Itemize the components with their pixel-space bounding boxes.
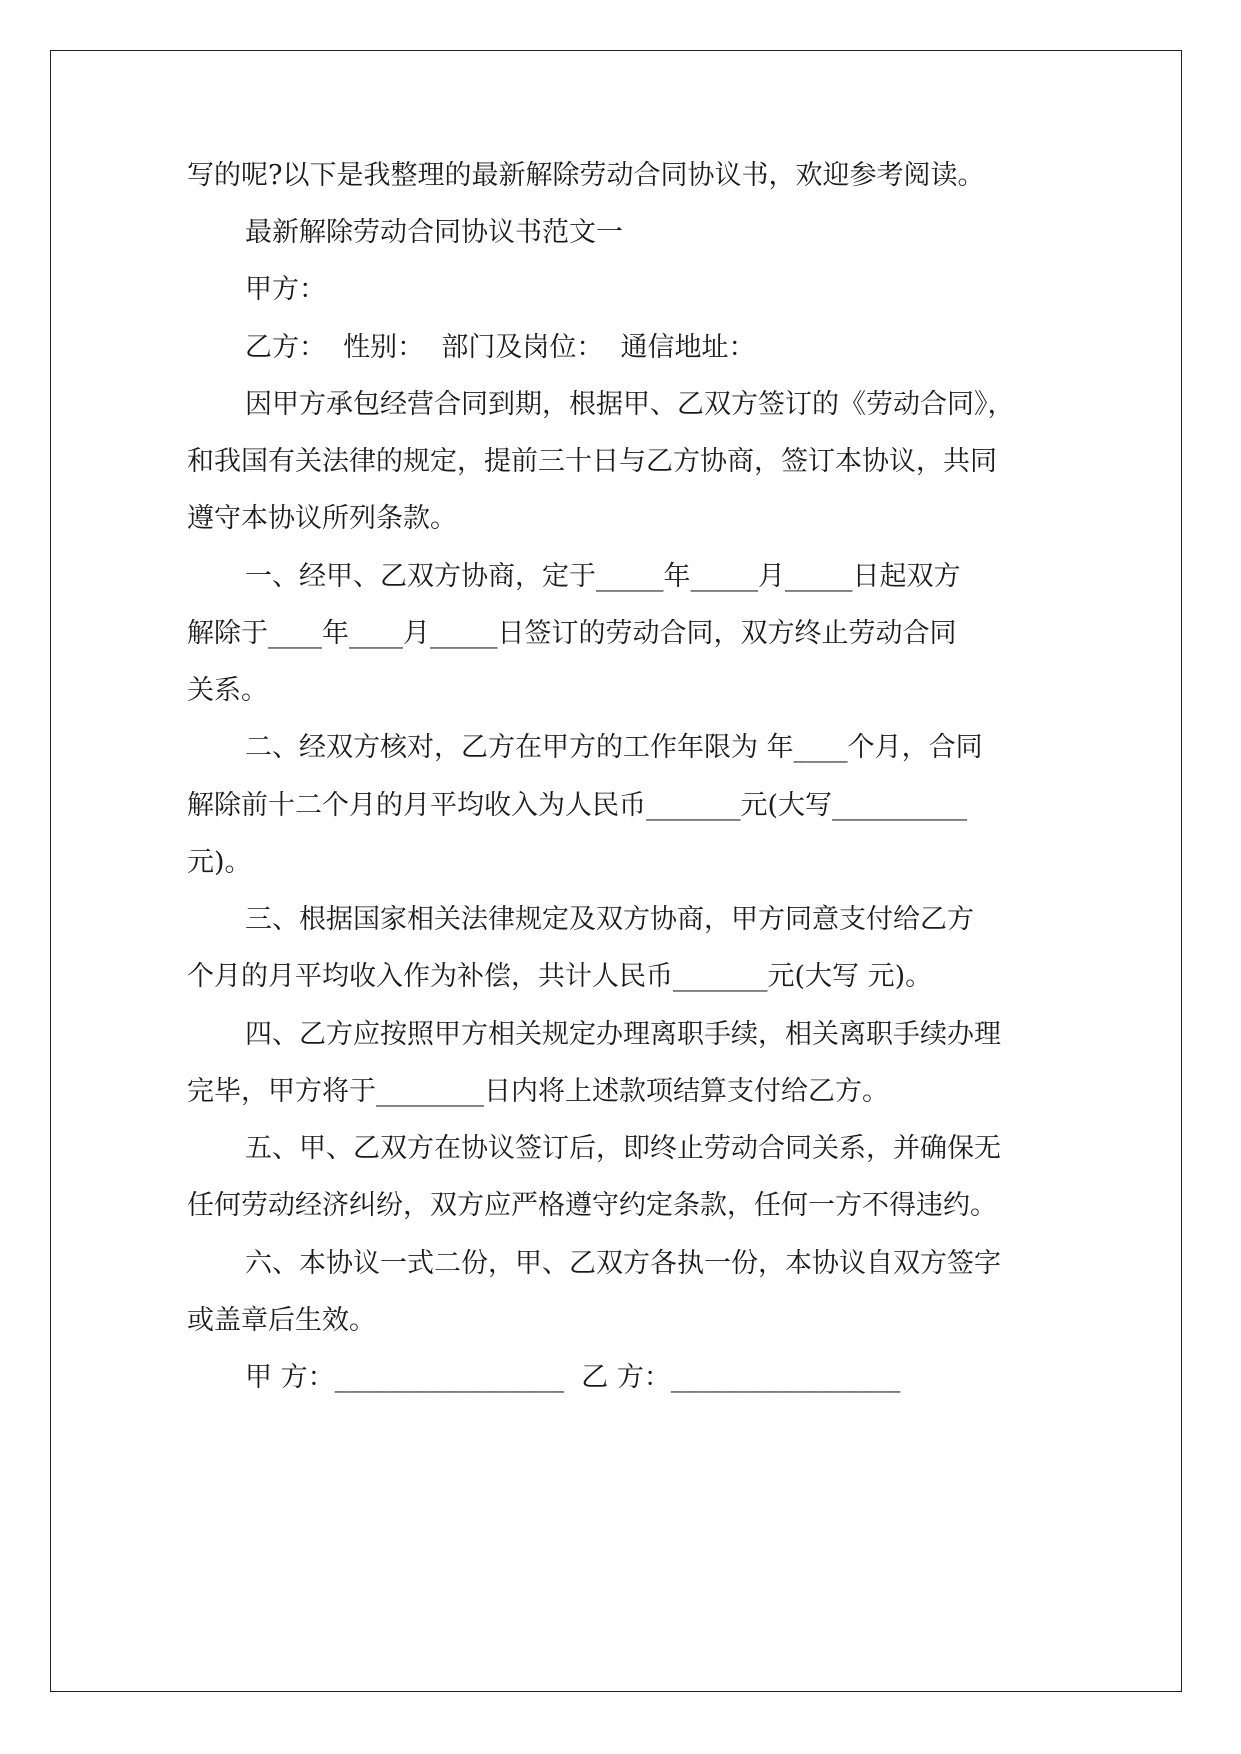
section-title: 最新解除劳动合同协议书范文一 <box>245 217 623 248</box>
clause-4-line-1: 四、乙方应按照甲方相关规定办理离职手续，相关离职手续办理 <box>245 1019 1001 1050</box>
preamble-line-1: 因甲方承包经营合同到期，根据甲、乙双方签订的《劳动合同》， <box>245 389 1015 420</box>
preamble-line-2: 和我国有关法律的规定，提前三十日与乙方协商，签订本协议，共同 <box>187 446 997 477</box>
clause-2-line-1: 二、经双方核对，乙方在甲方的工作年限为 年____个月，合同 <box>245 732 983 763</box>
paragraph-intro-line: 写的呢?以下是我整理的最新解除劳动合同协议书，欢迎参考阅读。 <box>187 160 985 191</box>
preamble-line-3: 遵守本协议所列条款。 <box>187 503 457 534</box>
clause-5-line-1: 五、甲、乙双方在协议签订后，即终止劳动合同关系，并确保无 <box>245 1133 1001 1164</box>
clause-2-line-3: 元)。 <box>187 847 252 878</box>
clause-3-line-1: 三、根据国家相关法律规定及双方协商，甲方同意支付给乙方 <box>245 904 974 935</box>
clause-1-line-1: 一、经甲、乙双方协商，定于_____年_____月_____日起双方 <box>245 561 961 592</box>
clause-3-line-2: 个月的月平均收入作为补偿，共计人民币_______元(大写 元)。 <box>187 961 933 992</box>
clause-6-line-2: 或盖章后生效。 <box>187 1305 376 1336</box>
clause-6-line-1: 六、本协议一式二份，甲、乙双方各执一份，本协议自双方签字 <box>245 1248 1001 1279</box>
clause-5-line-2: 任何劳动经济纠纷，双方应严格遵守约定条款，任何一方不得违约。 <box>187 1190 997 1221</box>
clause-1-line-2: 解除于____年____月_____日签订的劳动合同，双方终止劳动合同 <box>187 618 957 649</box>
party-b-info: 乙方： 性别： 部门及岗位： 通信地址： <box>245 332 756 363</box>
signature-line: 甲 方：_________________ 乙 方：_________________ <box>245 1362 901 1393</box>
clause-2-line-2: 解除前十二个月的月平均收入为人民币_______元(大写__________ <box>187 790 968 821</box>
clause-4-line-2: 完毕，甲方将于________日内将上述款项结算支付给乙方。 <box>187 1076 889 1107</box>
clause-1-line-3: 关系。 <box>187 675 268 706</box>
party-a-label: 甲方： <box>245 274 326 305</box>
